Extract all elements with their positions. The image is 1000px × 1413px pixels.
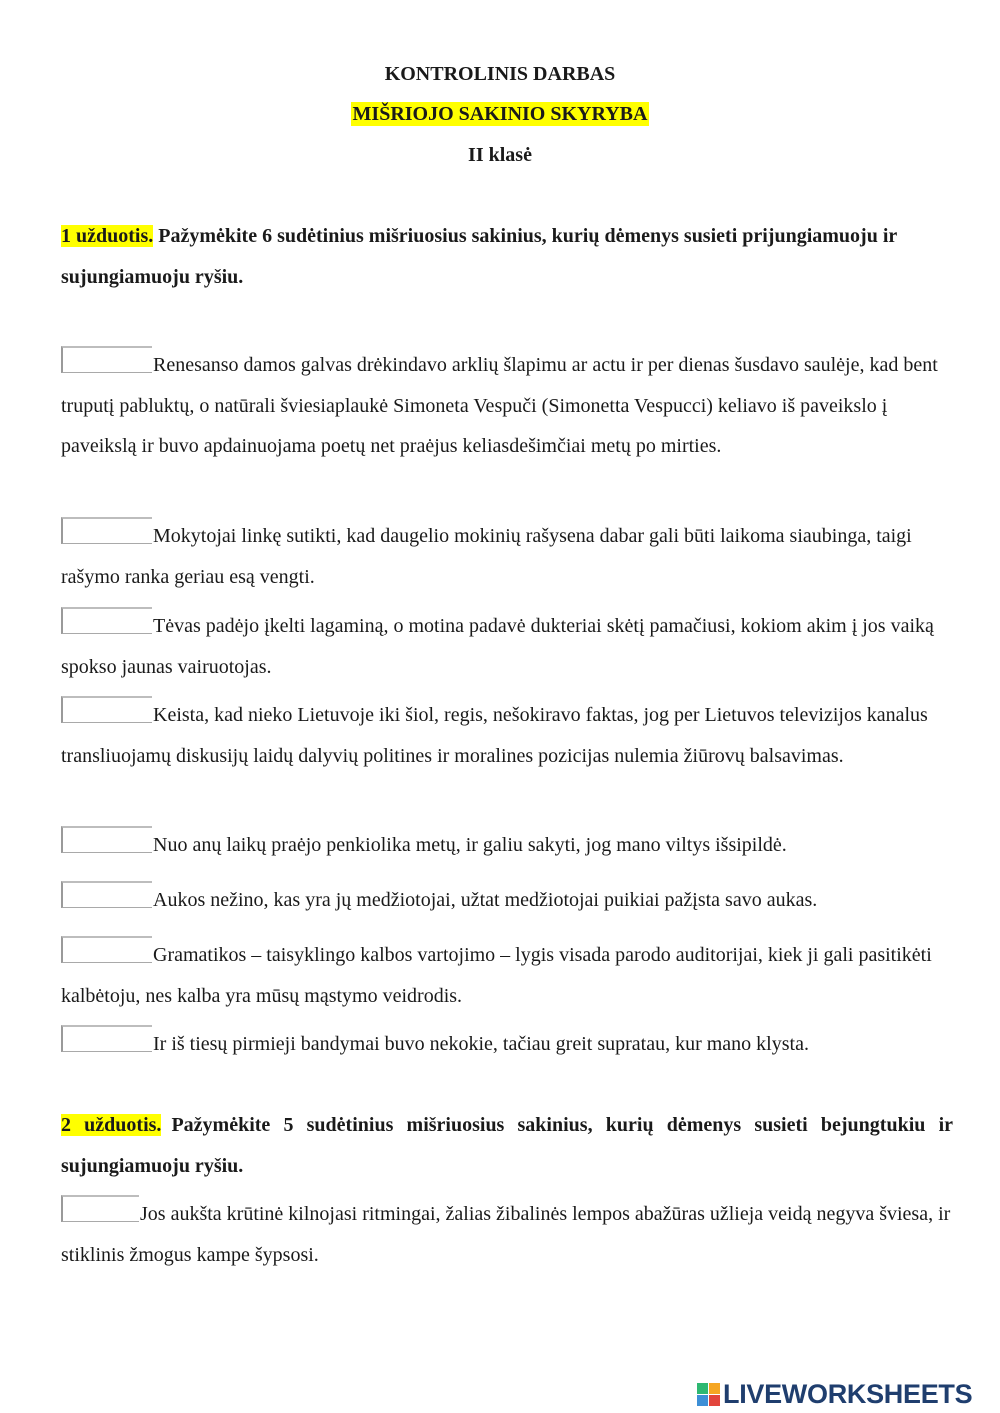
liveworksheets-logo[interactable]: [697, 1379, 972, 1409]
logo-square-red: [709, 1395, 720, 1406]
sentence-text: Mokytojai linkę sutikti, kad daugelio mokinių rašysena dabar gali būti laikoma siaubinga, taigi rašymo ranka geriau esą vengti.: [61, 525, 912, 588]
task-1-item-3: [61, 606, 953, 687]
task-2-instruction: [61, 1105, 953, 1187]
logo-text: LIVEWORKSHEETS: [723, 1378, 973, 1409]
answer-checkbox[interactable]: [61, 607, 152, 634]
task-1-label: 1 užduotis.: [61, 225, 154, 247]
page-subtitle: [0, 103, 1000, 126]
task-1-item-1: [61, 345, 953, 467]
sentence-text: Nuo anų laikų praėjo penkiolika metų, ir galiu sakyti, jog mano viltys išsipildė.: [153, 834, 787, 856]
answer-checkbox[interactable]: [61, 826, 152, 853]
sentence-text: Renesanso damos galvas drėkindavo arklių šlapimu ar actu ir per dienas šusdavo saulėje, kad bent truputį pabluktų, o natūrali šviesiaplaukė Simoneta Vespuči (Simonetta Vespucci) keliavo iš paveikslo į paveikslą ir buvo apdainuojama poetų net praėjus keliasdešimčiai metų po mirties.: [61, 354, 938, 457]
sentence-text: Keista, kad nieko Lietuvoje iki šiol, regis, nešokiravo faktas, jog per Lietuvos televizijos kanalus transliuojamų diskusijų laidų dalyvių politines ir moralines pozicijas nulemia žiūrovų balsavimas.: [61, 704, 928, 767]
logo-square-blue: [697, 1395, 708, 1406]
task-2-text: Pažymėkite 5 sudėtinius mišriuosius sakinius, kurių dėmenys susieti bejungtukiu ir sujungiamuoju ryšiu.: [61, 1114, 954, 1177]
logo-square-orange: [709, 1383, 720, 1394]
answer-checkbox[interactable]: [61, 1195, 139, 1222]
logo-square-green: [697, 1383, 708, 1394]
answer-checkbox[interactable]: [61, 346, 152, 373]
grade-label: II klasė: [468, 144, 532, 166]
task-2-label: 2 užduotis.: [61, 1114, 162, 1136]
page-title: KONTROLINIS DARBAS: [384, 63, 616, 85]
answer-checkbox[interactable]: [61, 1025, 152, 1052]
answer-checkbox[interactable]: [61, 517, 152, 544]
task-1-item-4: [61, 695, 953, 776]
answer-checkbox[interactable]: [61, 881, 152, 908]
subtitle-highlight: MIŠRIOJO SAKINIO SKYRYBA: [352, 103, 648, 125]
task-2-item-1: [61, 1194, 953, 1275]
sentence-text: Gramatikos – taisyklingo kalbos vartojimo – lygis visada parodo auditorijai, kiek ji gali pasitikėti kalbėtoju, nes kalba yra mūsų mąstymo veidrodis.: [61, 944, 932, 1007]
answer-checkbox[interactable]: [61, 696, 152, 723]
task-1-item-6: [61, 880, 953, 921]
sentence-text: Jos aukšta krūtinė kilnojasi ritmingai, žalias žibalinės lempos abažūras užlieja veidą negyva šviesa, ir stiklinis žmogus kampe šypsosi.: [61, 1203, 951, 1266]
task-1-text: Pažymėkite 6 sudėtinius mišriuosius sakinius, kurių dėmenys susieti prijungiamuoju ir sujungiamuoju ryšiu.: [61, 225, 897, 288]
answer-checkbox[interactable]: [61, 936, 152, 963]
sentence-text: Aukos nežino, kas yra jų medžiotojai, užtat medžiotojai puikiai pažįsta savo aukas.: [153, 889, 818, 911]
task-1-instruction: [61, 216, 953, 298]
task-1-item-2: [61, 516, 953, 597]
sentence-text: Ir iš tiesų pirmieji bandymai buvo nekokie, tačiau greit supratau, kur mano klysta.: [153, 1033, 809, 1055]
task-1-item-8: [61, 1024, 953, 1065]
liveworksheets-logo-icon: [697, 1383, 720, 1406]
task-1-item-7: [61, 935, 953, 1016]
sentence-text: Tėvas padėjo įkelti lagaminą, o motina padavė dukteriai skėtį pamačiusi, kokiom akim į jos vaiką spokso jaunas vairuotojas.: [61, 615, 934, 678]
task-1-item-5: [61, 825, 953, 866]
